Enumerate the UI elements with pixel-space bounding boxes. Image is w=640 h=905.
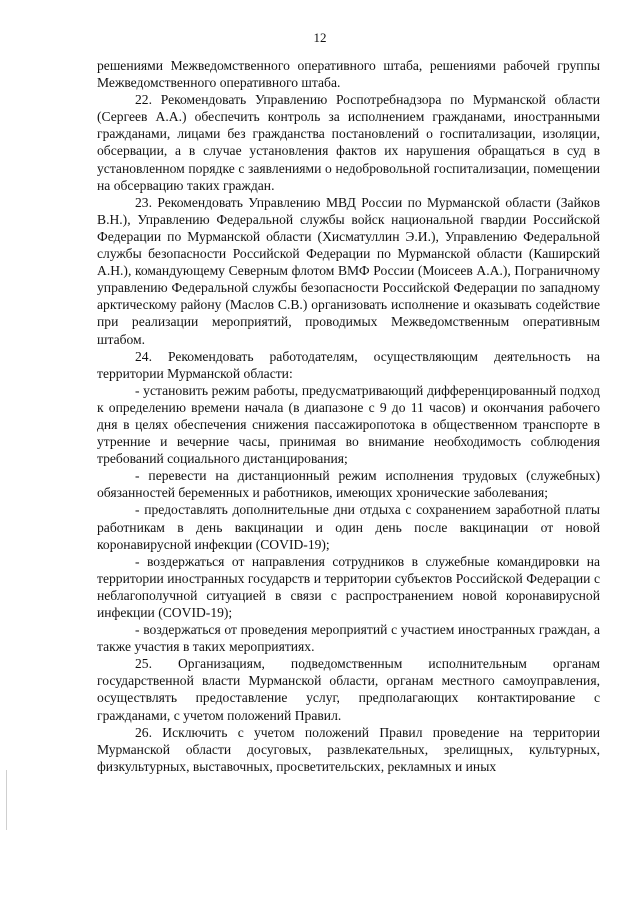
page-number: 12 [313, 30, 327, 45]
list-item-work-schedule: - установить режим работы, предусматривающий дифференцированный подход к определению времени начала (в диапазоне с 9 до 11 часов) и окончания рабочего дня в целях обеспечения снижения пассажиропотока в общественном транспорте в утренние и вечерние часы, принимая во внимание необходимость соблюдения требований социального дистанцирования; [97, 382, 600, 467]
paragraph-continuation: решениями Межведомственного оперативного штаба, решениями рабочей группы Межведомственного оперативного штаба. [97, 58, 600, 91]
paragraph-item-25: 25. Организациям, подведомственным исполнительным органам государственной власти Мурманской области, органам местного самоуправления, осуществлять предоставление услуг, предполагающих контактирование с гражданами, с учетом положений Правил. [97, 656, 600, 723]
paragraph-item-23: 23. Рекомендовать Управлению МВД России по Мурманской области (Зайков В.Н.), Управлению Федеральной службы войск национальной гвардии Российской Федерации по Мурманской области (Хисматуллин Э.И.), Управлению Федеральной службы безопасности Российской Федерации по Мурманской области (Каширский А.Н.), командующему Северным флотом ВМФ России (Моисеев А.А.), Пограничному управлению Федеральной службы безопасности Российской Федерации по западному арктическому району (Маслов С.В.) организовать исполнение и оказывать содействие при реализации мероприятий, проводимых Межведомственным оперативным штабом. [97, 194, 600, 347]
list-item-vaccination-days-off: - предоставлять дополнительные дни отдыха с сохранением заработной платы работникам в день вакцинации и один день после вакцинации от новой коронавирусной инфекции (COVID-19); [97, 502, 600, 552]
document-body [97, 57, 600, 775]
list-item-remote-work: - перевести на дистанционный режим исполнения трудовых (служебных) обязанностей беременных и работников, имеющих хронические заболевания; [97, 468, 600, 501]
paragraph-item-22: 22. Рекомендовать Управлению Роспотребнадзора по Мурманской области (Сергеев А.А.) обеспечить контроль за исполнением гражданами, иностранными гражданами, лицами без гражданства постановлений о госпитализации, изоляции, обсервации, а в случае установления фактов их нарушения обращаться в суд в установленном порядке с заявлениями о недобровольной госпитализации, помещении на обсервацию таких граждан. [97, 92, 600, 193]
list-item-business-trips: - воздержаться от направления сотрудников в служебные командировки на территории иностранных государств и территории субъектов Российской Федерации с неблагополучной ситуацией в связи с распространением новой коронавирусной инфекции (COVID-19); [97, 553, 600, 620]
scan-margin-mark [6, 770, 7, 830]
paragraph-item-24: 24. Рекомендовать работодателям, осуществляющим деятельность на территории Мурманской области: [97, 348, 600, 381]
paragraph-item-26: 26. Исключить с учетом положений Правил проведение на территории Мурманской области досуговых, развлекательных, зрелищных, культурных, физкультурных, выставочных, просветительских, рекламных и иных [97, 724, 600, 774]
list-item-foreign-events: - воздержаться от проведения мероприятий с участием иностранных граждан, а также участия в таких мероприятиях. [97, 622, 600, 655]
